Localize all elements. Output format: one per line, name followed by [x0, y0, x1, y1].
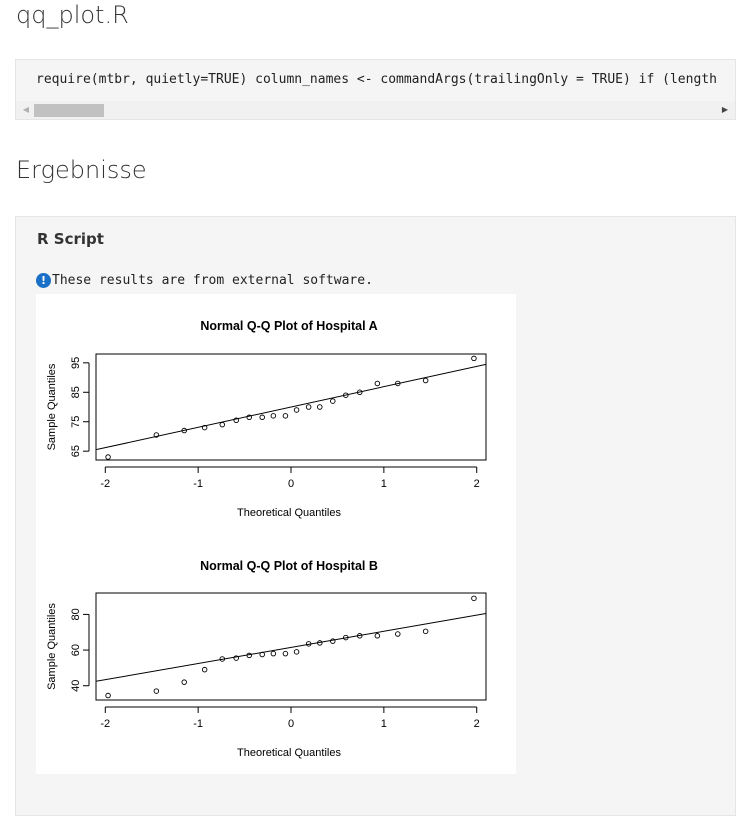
plot1-data-point [220, 422, 225, 427]
section-title: Ergebnisse [16, 156, 147, 184]
qq-plots-svg [36, 294, 516, 774]
plot1-x-tick-label: 1 [380, 478, 387, 490]
plot1-data-point [106, 455, 111, 460]
plot1-x-axis-label: Theoretical Quantiles [237, 507, 341, 519]
plot2-x-tick-label: -1 [193, 718, 204, 730]
plot2-y-tick-label: 40 [70, 679, 82, 692]
plot2-data-point [202, 667, 207, 672]
plot1-y-tick-label: 65 [70, 445, 82, 458]
plot2-x-tick-label: 0 [287, 718, 295, 730]
scrollbar-thumb[interactable] [34, 104, 104, 117]
exclamation-icon: ! [36, 273, 51, 288]
plot2-x-axis-label: Theoretical Quantiles [237, 747, 341, 759]
plot1-x-tick-label: 2 [473, 478, 480, 490]
plot2-data-point [260, 652, 265, 657]
plot2-x-tick-label: 1 [380, 718, 387, 730]
plot2-x-tick-label: 2 [473, 718, 480, 730]
plot1-data-point [472, 356, 477, 361]
notice-text: These results are from external software. [52, 273, 373, 288]
scroll-right-icon[interactable]: ▶ [721, 105, 729, 114]
plot2-data-point [395, 632, 400, 637]
plot1-data-point [330, 399, 335, 404]
plot1-x-tick-label: -1 [193, 478, 204, 490]
plot1-x-tick-label: -2 [100, 478, 111, 490]
plot1-data-point [283, 414, 288, 419]
plot2-data-point [154, 689, 159, 694]
results-panel [15, 216, 736, 816]
plot2-y-tick-label: 80 [70, 608, 82, 621]
plot1-y-axis-label: Sample Quantiles [46, 363, 59, 451]
plot2-data-point [271, 651, 276, 656]
plot1-data-point [375, 381, 380, 386]
plot1-y-tick-label: 85 [70, 386, 82, 399]
code-line: require(mtbr, quietly=TRUE) column_names <- commandArgs(trailingOnly = TRUE) if (length [36, 72, 717, 87]
plot1-y-tick-label: 75 [70, 415, 83, 428]
plot1-title: Normal Q-Q Plot of Hospital A [200, 319, 378, 333]
plot1-data-point [423, 378, 428, 383]
plot2-y-tick-label: 60 [70, 643, 82, 657]
plot2-x-tick-label: -2 [100, 718, 111, 730]
horizontal-scrollbar[interactable] [16, 101, 735, 119]
plot2-data-point [294, 650, 299, 655]
plot2-data-point [283, 651, 288, 656]
plot1-data-point [260, 415, 265, 420]
panel-heading: R Script [37, 230, 104, 248]
plot2-reference-line [96, 614, 486, 682]
plot2-title: Normal Q-Q Plot of Hospital B [200, 559, 378, 573]
plot2-data-point [330, 639, 335, 644]
file-title: qq_plot.R [16, 1, 129, 29]
plot2-y-axis-label: Sample Quantiles [46, 603, 59, 690]
code-block [15, 59, 736, 120]
scroll-left-icon[interactable]: ◀ [22, 105, 30, 114]
plot1-data-point [294, 408, 299, 413]
plot2-frame [96, 593, 486, 700]
plot2-data-point [182, 680, 187, 685]
plot1-data-point [306, 405, 311, 410]
external-software-notice [36, 273, 373, 288]
plot2-data-point [106, 693, 111, 698]
plot2-data-point [423, 629, 428, 634]
plot2-data-point [472, 596, 477, 601]
plot2-data-point [375, 634, 380, 639]
plot1-y-tick-label: 95 [70, 356, 82, 369]
plot1-data-point [317, 405, 322, 410]
plot1-x-tick-label: 0 [287, 478, 295, 490]
plot1-data-point [271, 414, 276, 419]
qq-plot-image [36, 294, 516, 774]
